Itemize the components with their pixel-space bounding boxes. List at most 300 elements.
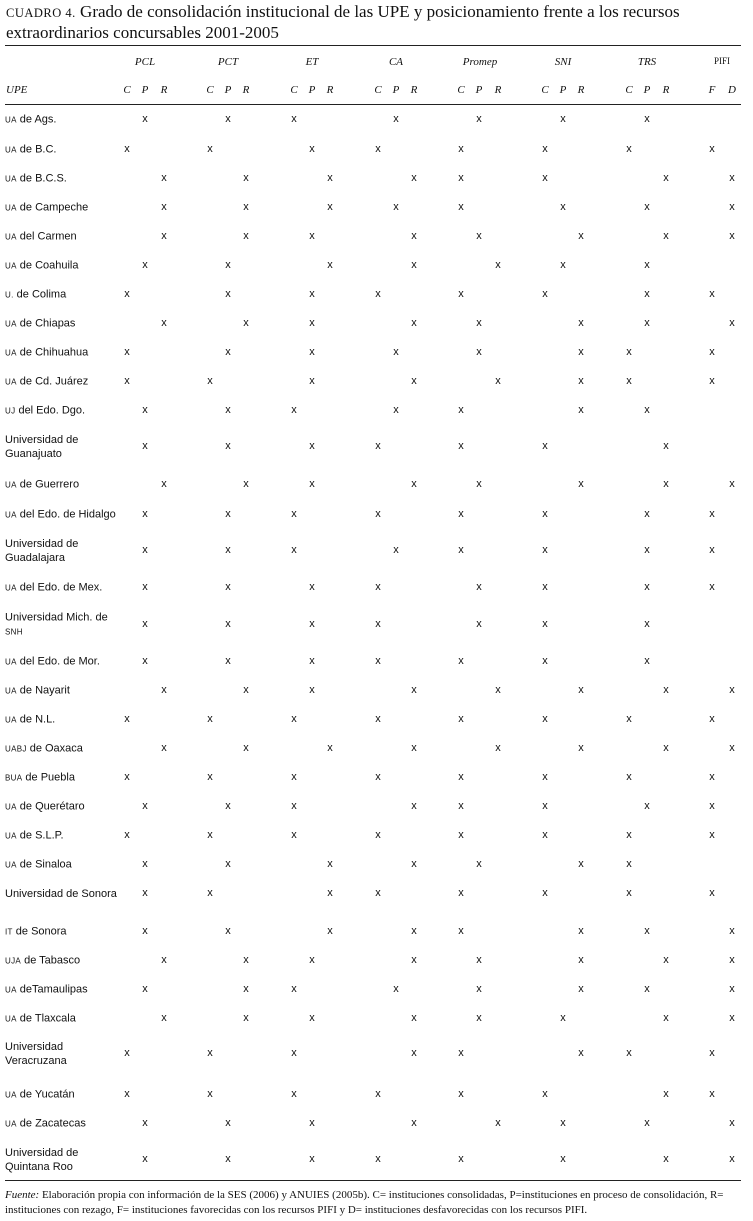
table-row [0, 1041, 753, 1067]
cell-mark-pct: x [207, 887, 213, 899]
table-row [0, 259, 753, 276]
cell-mark-trs: x [626, 771, 632, 783]
row-label [5, 537, 117, 565]
column-group-sni: SNI [554, 56, 572, 68]
table-row [0, 172, 753, 189]
cell-mark-pifi: x [709, 288, 715, 300]
cell-mark-pct: x [207, 771, 213, 783]
cell-mark-sni: x [578, 317, 584, 329]
cell-mark-pcl: x [124, 288, 130, 300]
cell-mark-et: x [291, 800, 297, 812]
cell-mark-promep: x [458, 404, 464, 416]
cell-mark-trs: x [626, 858, 632, 870]
row-label-text: de Chihuahua [16, 346, 89, 359]
cell-mark-pifi: x [709, 713, 715, 725]
cell-mark-ca: x [411, 172, 417, 184]
row-label-abbr: SNH [5, 627, 23, 637]
cell-mark-et: x [327, 925, 333, 937]
cell-mark-pifi: x [729, 317, 735, 329]
cell-mark-sni: x [542, 544, 548, 556]
row-label-text: de Oaxaca [26, 742, 83, 755]
row-label-abbr: UABJ [5, 744, 27, 754]
cell-mark-ca: x [393, 201, 399, 213]
cell-mark-pifi: x [709, 375, 715, 387]
cell-mark-et: x [291, 544, 297, 556]
row-label [5, 771, 117, 786]
cell-mark-trs: x [644, 800, 650, 812]
table-number: CUADRO 4. [6, 6, 76, 20]
row-label-text: del Edo. Dgo. [15, 404, 86, 417]
table-title [6, 2, 748, 43]
row-label [5, 259, 117, 274]
cell-mark-trs: x [626, 713, 632, 725]
cell-mark-pct: x [243, 684, 249, 696]
cell-mark-pcl: x [161, 201, 167, 213]
cell-mark-trs: x [644, 113, 650, 125]
cell-mark-ca: x [393, 404, 399, 416]
row-label-text: del Edo. de Mex. [16, 581, 103, 594]
cell-mark-sni: x [542, 288, 548, 300]
cell-mark-et: x [309, 1012, 315, 1024]
cell-mark-pifi: x [709, 143, 715, 155]
cell-mark-pct: x [225, 1153, 231, 1165]
row-label-abbr: UA [5, 985, 17, 995]
cell-mark-sni: x [542, 172, 548, 184]
cell-mark-trs: x [663, 742, 669, 754]
row-label [5, 1146, 117, 1174]
cell-mark-ca: x [411, 742, 417, 754]
row-label [5, 433, 117, 461]
row-label [5, 887, 117, 901]
cell-mark-promep: x [458, 1153, 464, 1165]
subcolumn-promep-r: R [494, 84, 502, 96]
cell-mark-ca: x [375, 288, 381, 300]
row-label-abbr: UA [5, 510, 17, 520]
cell-mark-pct: x [207, 1047, 213, 1059]
table-row [0, 375, 753, 392]
cell-mark-trs: x [663, 230, 669, 242]
row-label [5, 404, 117, 419]
cell-mark-et: x [291, 983, 297, 995]
subcolumn-pcl-p: P [141, 84, 149, 96]
cell-mark-et: x [309, 317, 315, 329]
row-label [5, 713, 117, 728]
cell-mark-pcl: x [161, 742, 167, 754]
table-row [0, 611, 753, 637]
cell-mark-sni: x [542, 771, 548, 783]
cell-mark-ca: x [411, 230, 417, 242]
table-row [0, 478, 753, 495]
cell-mark-pifi: x [729, 1153, 735, 1165]
table-row [0, 288, 753, 305]
cell-mark-trs: x [644, 544, 650, 556]
cell-mark-pcl: x [142, 113, 148, 125]
cell-mark-promep: x [495, 684, 501, 696]
cell-mark-trs: x [626, 887, 632, 899]
row-label [5, 1040, 117, 1068]
cell-mark-ca: x [375, 1088, 381, 1100]
cell-mark-trs: x [626, 346, 632, 358]
cell-mark-pcl: x [142, 440, 148, 452]
cell-mark-pct: x [243, 172, 249, 184]
table-row [0, 800, 753, 817]
cell-mark-sni: x [578, 478, 584, 490]
cell-mark-ca: x [375, 618, 381, 630]
cell-mark-ca: x [411, 858, 417, 870]
cell-mark-ca: x [375, 508, 381, 520]
cell-mark-pcl: x [161, 1012, 167, 1024]
cell-mark-ca: x [375, 581, 381, 593]
table-row [0, 317, 753, 334]
cell-mark-pct: x [207, 375, 213, 387]
cell-mark-pifi: x [729, 925, 735, 937]
table-row [0, 983, 753, 1000]
table-row [0, 684, 753, 701]
cell-mark-ca: x [411, 684, 417, 696]
row-label-text: Universidad Mich. de [5, 611, 108, 624]
cell-mark-et: x [291, 404, 297, 416]
row-label [5, 983, 117, 998]
cell-mark-pcl: x [124, 771, 130, 783]
subcolumn-pcl-c: C [123, 84, 131, 96]
cell-mark-promep: x [476, 317, 482, 329]
row-label-abbr: UA [5, 860, 17, 870]
cell-mark-promep: x [495, 1117, 501, 1129]
table-row [0, 1012, 753, 1029]
cell-mark-et: x [309, 440, 315, 452]
cell-mark-trs: x [626, 375, 632, 387]
cell-mark-pct: x [225, 113, 231, 125]
cell-mark-trs: x [644, 201, 650, 213]
table-row [0, 771, 753, 788]
cell-mark-pcl: x [142, 581, 148, 593]
row-label-text: de Cd. Juárez [16, 375, 89, 388]
row-label-abbr: UA [5, 1119, 17, 1129]
row-label-text: de Yucatán [16, 1088, 75, 1101]
cell-mark-pifi: x [729, 983, 735, 995]
column-group-ca: CA [388, 56, 404, 68]
table-row [0, 143, 753, 160]
cell-mark-pifi: x [729, 1012, 735, 1024]
row-label [5, 1117, 117, 1132]
cell-mark-et: x [309, 655, 315, 667]
cell-mark-pcl: x [161, 317, 167, 329]
cell-mark-et: x [291, 1088, 297, 1100]
cell-mark-pifi: x [709, 508, 715, 520]
cell-mark-sni: x [578, 346, 584, 358]
cell-mark-pct: x [225, 655, 231, 667]
subcolumn-promep-c: C [457, 84, 465, 96]
subcolumn-promep-p: P [475, 84, 483, 96]
cell-mark-trs: x [663, 1012, 669, 1024]
cell-mark-et: x [327, 887, 333, 899]
subcolumn-pifi-d: D [728, 84, 736, 96]
table-row [0, 434, 753, 460]
cell-mark-pifi: x [729, 684, 735, 696]
row-label-abbr: UA [5, 657, 17, 667]
cell-mark-sni: x [578, 858, 584, 870]
cell-mark-sni: x [578, 925, 584, 937]
cell-mark-et: x [291, 1047, 297, 1059]
cell-mark-pct: x [243, 230, 249, 242]
subcolumn-pct-r: R [242, 84, 250, 96]
cell-mark-ca: x [375, 143, 381, 155]
cell-mark-trs: x [644, 404, 650, 416]
subcolumn-sni-c: C [541, 84, 549, 96]
cell-mark-trs: x [663, 954, 669, 966]
row-label-abbr: UA [5, 319, 17, 329]
cell-mark-pct: x [243, 478, 249, 490]
cell-mark-sni: x [578, 230, 584, 242]
cell-mark-promep: x [458, 508, 464, 520]
cell-mark-ca: x [393, 113, 399, 125]
table-row [0, 581, 753, 598]
cell-mark-pifi: x [729, 172, 735, 184]
row-label-text: de Sonora [12, 925, 67, 938]
row-label-abbr: UA [5, 1090, 17, 1100]
cell-mark-pct: x [225, 288, 231, 300]
bottom-rule [5, 1180, 741, 1181]
cell-mark-et: x [309, 581, 315, 593]
cell-mark-promep: x [476, 478, 482, 490]
row-label [5, 742, 117, 757]
cell-mark-pct: x [225, 1117, 231, 1129]
cell-mark-trs: x [644, 581, 650, 593]
column-group-pct: PCT [217, 56, 239, 68]
row-label [5, 113, 117, 128]
cell-mark-sni: x [560, 259, 566, 271]
subcolumn-pct-c: C [206, 84, 214, 96]
cell-mark-pcl: x [124, 829, 130, 841]
cell-mark-ca: x [411, 317, 417, 329]
cell-mark-promep: x [476, 113, 482, 125]
row-label-abbr: UA [5, 261, 17, 271]
row-label [5, 858, 117, 873]
cell-mark-et: x [291, 771, 297, 783]
row-label-abbr: UA [5, 232, 17, 242]
cell-mark-ca: x [375, 440, 381, 452]
cell-mark-trs: x [644, 983, 650, 995]
cell-mark-trs: x [644, 618, 650, 630]
table-row [0, 201, 753, 218]
footnote-source-label: Fuente: [5, 1189, 40, 1201]
cell-mark-pcl: x [142, 618, 148, 630]
cell-mark-pifi: x [729, 1117, 735, 1129]
cell-mark-sni: x [578, 404, 584, 416]
cell-mark-promep: x [458, 713, 464, 725]
cell-mark-promep: x [458, 201, 464, 213]
cell-mark-sni: x [542, 887, 548, 899]
cell-mark-trs: x [644, 317, 650, 329]
row-label-text: de Tlaxcala [16, 1012, 76, 1025]
row-label-abbr: UA [5, 377, 17, 387]
row-label-abbr: UA [5, 831, 17, 841]
cell-mark-et: x [309, 230, 315, 242]
row-label [5, 1012, 117, 1027]
cell-mark-trs: x [663, 440, 669, 452]
cell-mark-pct: x [243, 742, 249, 754]
cell-mark-trs: x [644, 925, 650, 937]
cell-mark-ca: x [375, 771, 381, 783]
column-group-et: ET [305, 56, 319, 68]
cell-mark-pcl: x [142, 887, 148, 899]
cell-mark-pifi: x [709, 829, 715, 841]
cell-mark-promep: x [476, 1012, 482, 1024]
row-label-text: del Edo. de Mor. [16, 655, 100, 668]
cell-mark-pct: x [225, 618, 231, 630]
cell-mark-promep: x [476, 618, 482, 630]
row-label-abbr: UA [5, 174, 17, 184]
top-rule [5, 45, 741, 46]
cell-mark-ca: x [393, 346, 399, 358]
cell-mark-promep: x [476, 581, 482, 593]
row-label [5, 317, 117, 332]
table-row [0, 887, 753, 904]
cell-mark-sni: x [578, 375, 584, 387]
cell-mark-pcl: x [142, 925, 148, 937]
subcolumn-et-c: C [290, 84, 298, 96]
row-label-abbr: UA [5, 145, 17, 155]
cell-mark-pct: x [225, 259, 231, 271]
table-row [0, 113, 753, 130]
table-row [0, 346, 753, 363]
cell-mark-promep: x [458, 288, 464, 300]
cell-mark-promep: x [458, 1088, 464, 1100]
row-label [5, 829, 117, 844]
table-row [0, 925, 753, 942]
cell-mark-pifi: x [709, 800, 715, 812]
cell-mark-pcl: x [124, 1047, 130, 1059]
cell-mark-pct: x [207, 713, 213, 725]
cell-mark-pifi: x [729, 742, 735, 754]
cell-mark-trs: x [626, 143, 632, 155]
cell-mark-pcl: x [161, 478, 167, 490]
cell-mark-et: x [309, 618, 315, 630]
row-label-abbr: UA [5, 348, 17, 358]
row-label [5, 172, 117, 187]
row-label-text: deTamaulipas [16, 983, 88, 996]
table-row [0, 1117, 753, 1134]
cell-mark-sni: x [560, 1117, 566, 1129]
row-label-text: Universidad de Guanajuato [5, 434, 79, 460]
cell-mark-promep: x [458, 143, 464, 155]
table-row [0, 538, 753, 564]
cell-mark-pifi: x [709, 1088, 715, 1100]
row-label-abbr: UA [5, 715, 17, 725]
cell-mark-pct: x [243, 983, 249, 995]
subcolumn-et-r: R [326, 84, 334, 96]
footnote [5, 1188, 745, 1218]
cell-mark-pcl: x [142, 404, 148, 416]
cell-mark-trs: x [626, 1047, 632, 1059]
subcolumn-ca-c: C [374, 84, 382, 96]
row-label [5, 684, 117, 699]
cell-mark-promep: x [476, 983, 482, 995]
cell-mark-et: x [309, 684, 315, 696]
cell-mark-pct: x [225, 925, 231, 937]
row-label-text: de Coahuila [16, 259, 79, 272]
cell-mark-et: x [291, 113, 297, 125]
cell-mark-sni: x [542, 655, 548, 667]
table-row [0, 1088, 753, 1105]
cell-mark-promep: x [458, 440, 464, 452]
cell-mark-et: x [309, 375, 315, 387]
cell-mark-pifi: x [709, 346, 715, 358]
cell-mark-pct: x [225, 544, 231, 556]
table-caption: Grado de consolidación institucional de las UPE y posicionamiento frente a los recursos extraordinarios concursables 2001-2005 [6, 2, 680, 42]
cell-mark-trs: x [644, 1117, 650, 1129]
row-label-text: Universidad Veracruzana [5, 1041, 67, 1067]
cell-mark-pct: x [243, 954, 249, 966]
row-label [5, 581, 117, 596]
cell-mark-ca: x [411, 1117, 417, 1129]
cell-mark-pct: x [207, 143, 213, 155]
cell-mark-pcl: x [161, 954, 167, 966]
cell-mark-ca: x [411, 1012, 417, 1024]
row-label-text: de Querétaro [16, 800, 85, 813]
cell-mark-sni: x [578, 684, 584, 696]
cell-mark-et: x [309, 288, 315, 300]
cell-mark-sni: x [560, 201, 566, 213]
subcolumn-trs-c: C [625, 84, 633, 96]
table-row [0, 713, 753, 730]
cell-mark-promep: x [458, 172, 464, 184]
header-rule [5, 104, 741, 105]
cell-mark-pct: x [225, 346, 231, 358]
row-label-abbr: U. [5, 290, 14, 300]
cell-mark-pcl: x [161, 172, 167, 184]
cell-mark-trs: x [626, 829, 632, 841]
table-row [0, 655, 753, 672]
cell-mark-pcl: x [124, 713, 130, 725]
table-row [0, 829, 753, 846]
cell-mark-sni: x [542, 618, 548, 630]
subcolumn-et-p: P [308, 84, 316, 96]
cell-mark-sni: x [560, 1012, 566, 1024]
row-label-text: Universidad de Sonora [5, 888, 117, 900]
cell-mark-pifi: x [709, 771, 715, 783]
row-label [5, 925, 117, 940]
cell-mark-et: x [327, 858, 333, 870]
subcolumn-ca-r: R [410, 84, 418, 96]
table-row [0, 954, 753, 971]
row-label [5, 346, 117, 361]
row-label [5, 230, 117, 245]
row-label-text: de Guerrero [16, 478, 80, 491]
table-row [0, 742, 753, 759]
row-label-abbr: UA [5, 802, 17, 812]
row-label [5, 288, 117, 303]
cell-mark-pcl: x [142, 1153, 148, 1165]
row-label-text: de B.C. [16, 143, 57, 156]
cell-mark-sni: x [542, 800, 548, 812]
row-label-text: de S.L.P. [16, 829, 64, 842]
cell-mark-pifi: x [729, 230, 735, 242]
cell-mark-sni: x [578, 983, 584, 995]
cell-mark-pcl: x [142, 800, 148, 812]
column-group-trs: TRS [637, 56, 657, 68]
row-label-text: de Sinaloa [16, 858, 72, 871]
cell-mark-ca: x [375, 713, 381, 725]
cell-mark-pct: x [207, 1088, 213, 1100]
cell-mark-ca: x [411, 259, 417, 271]
cell-mark-promep: x [495, 259, 501, 271]
row-label-text: del Carmen [16, 230, 77, 243]
row-label-text: de Tabasco [21, 954, 81, 967]
cell-mark-pcl: x [124, 375, 130, 387]
cell-mark-trs: x [663, 478, 669, 490]
footnote-text: Elaboración propia con información de la SES (2006) y ANUIES (2005b). C= instituciones consolidadas, P=instituciones en proceso de consolidación, R= instituciones con rezago, F= instituciones favorecidas con los recursos PIFI y D= instituciones desfavorecidas con los recursos PIFI. [5, 1189, 724, 1216]
